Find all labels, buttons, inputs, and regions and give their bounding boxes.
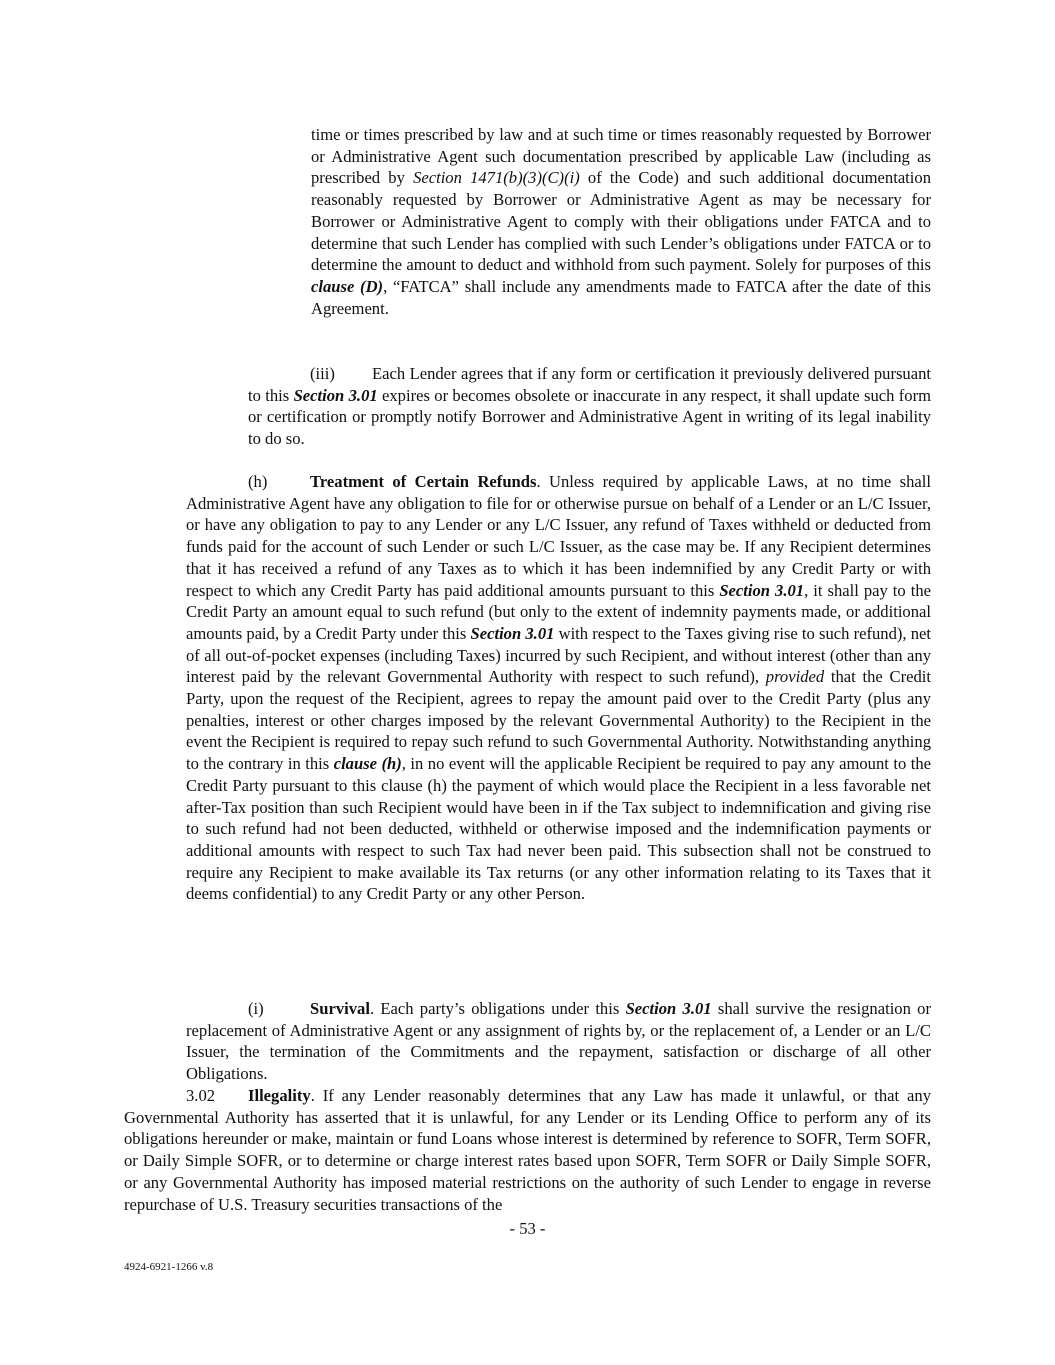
paragraph-heading: Survival: [310, 999, 370, 1018]
paragraph-heading: Treatment of Certain Refunds: [310, 472, 537, 491]
section-reference: Section 1471(b)(3)(C)(i): [413, 168, 580, 188]
paragraph-h-treatment-of-refunds: (h) Treatment of Certain Refunds. Unless required by applicable Laws, at no time shall Administrative Agent have any obligation to file for or otherwise pursue on behalf of a Lender or an L/C Issuer, or have any obligation to pay to any Lender or any L/C Issuer, any refund of Taxes withheld or deducted from funds paid for the account of such Lender or such L/C Issuer, as the case may be. If any Recipient determines that it has received a refund of any Taxes as to which it has been indemnified by any Credit Party or with respect to which any Credit Party has paid additional amounts pursuant to this Section 3.01, it shall pay to the Credit Party an amount equal to such refund (but only to the extent of indemnity payments made, or additional amounts paid, by a Credit Party under this Section 3.01 with respect to the Taxes giving rise to such refund), net of all out-of-pocket expenses (including Taxes) incurred by such Recipient, and without interest (other than any interest paid by the relevant Governmental Authority with respect to such refund), provided that the Credit Party, upon the request of the Recipient, agrees to repay the amount paid over to the Credit Party (plus any penalties, interest or other charges imposed by the relevant Governmental Authority) to the Recipient in the event the Recipient is required to repay such refund to such Governmental Authority. Notwithstanding anything to the contrary in this clause (h), in no event will the applicable Recipient be required to pay any amount to the Credit Party pursuant to this clause (h) the payment of which would place the Recipient in a less favorable net after-Tax position than such Recipient would have been in if the Tax subject to indemnification and giving rise to such refund had not been deducted, withheld or otherwise imposed and the indemnification payments or additional amounts with respect to such Tax had never been paid. This subsection shall not be construed to require any Recipient to make available its Tax returns (or any other information relating to its Taxes that it deems confidential) to any Credit Party or any other Person.: [186, 472, 932, 904]
paragraph-iii-form-update: (iii) Each Lender agrees that if any form or certification it previously delivered pursuant to this Section 3.01 expires or becomes obsolete or inaccurate in any respect, it shall update such form or certification or promptly notify Borrower and Administrative Agent in writing of its legal inability to do so.: [248, 364, 931, 449]
paragraph-i-survival: (i) Survival. Each party’s obligations under this Section 3.01 shall survive the resignation or replacement of Administrative Agent or any assignment of rights by, or the replacement of, a Lender or an L/C Issuer, the termination of the Commitments and the repayment, satisfaction or discharge of all other Obligations.: [186, 999, 931, 1084]
paragraph-fatca-documentation: time or times prescribed by law and at such time or times reasonably requested by Borrower or Administrative Agent such documentation prescribed by applicable Law (including as prescribed by Section 1471(b)(3)(C)(i) of the Code) and such additional documentation reasonably requested by Borrower or Administrative Agent as may be necessary for Borrower or Administrative Agent to comply with their obligations under FATCA and to determine that such Lender has complied with such Lender’s obligations under FATCA or to determine the amount to deduct and withhold from such payment. Solely for purposes of this clause (D), “FATCA” shall include any amendments made to FATCA after the date of this Agreement.: [311, 125, 931, 318]
paragraph-number: (h): [248, 472, 268, 491]
document-id: 4924-6921-1266 v.8: [124, 1261, 214, 1273]
paragraph-3-02-illegality: 3.02 Illegality. If any Lender reasonably determines that any Law has made it unlawful, or that any Governmental Authority has asserted that it is unlawful, for any Lender or its Lending Office to perform any of its obligations hereunder or make, maintain or fund Loans whose interest is determined by reference to SOFR, Term SOFR, or Daily Simple SOFR, or to determine or charge interest rates based upon SOFR, Term SOFR or Daily Simple SOFR, or any Governmental Authority has imposed material restrictions on the authority of such Lender to engage in reverse repurchase of U.S. Treasury securities transactions of the: [124, 1086, 931, 1214]
section-reference: Section 3.01: [470, 623, 555, 643]
clause-reference: clause (D): [311, 276, 384, 296]
section-reference: Section 3.01: [625, 999, 712, 1018]
section-number: 3.02: [186, 1086, 216, 1105]
page-number: - 53 -: [509, 1219, 546, 1238]
clause-reference: clause (h): [333, 754, 402, 774]
section-reference: Section 3.01: [719, 580, 805, 600]
provided-term: provided: [765, 667, 825, 687]
paragraph-number: (i): [248, 999, 264, 1018]
paragraph-number: (iii): [310, 364, 335, 383]
section-heading: Illegality: [248, 1086, 311, 1105]
section-reference: Section 3.01: [293, 385, 378, 405]
